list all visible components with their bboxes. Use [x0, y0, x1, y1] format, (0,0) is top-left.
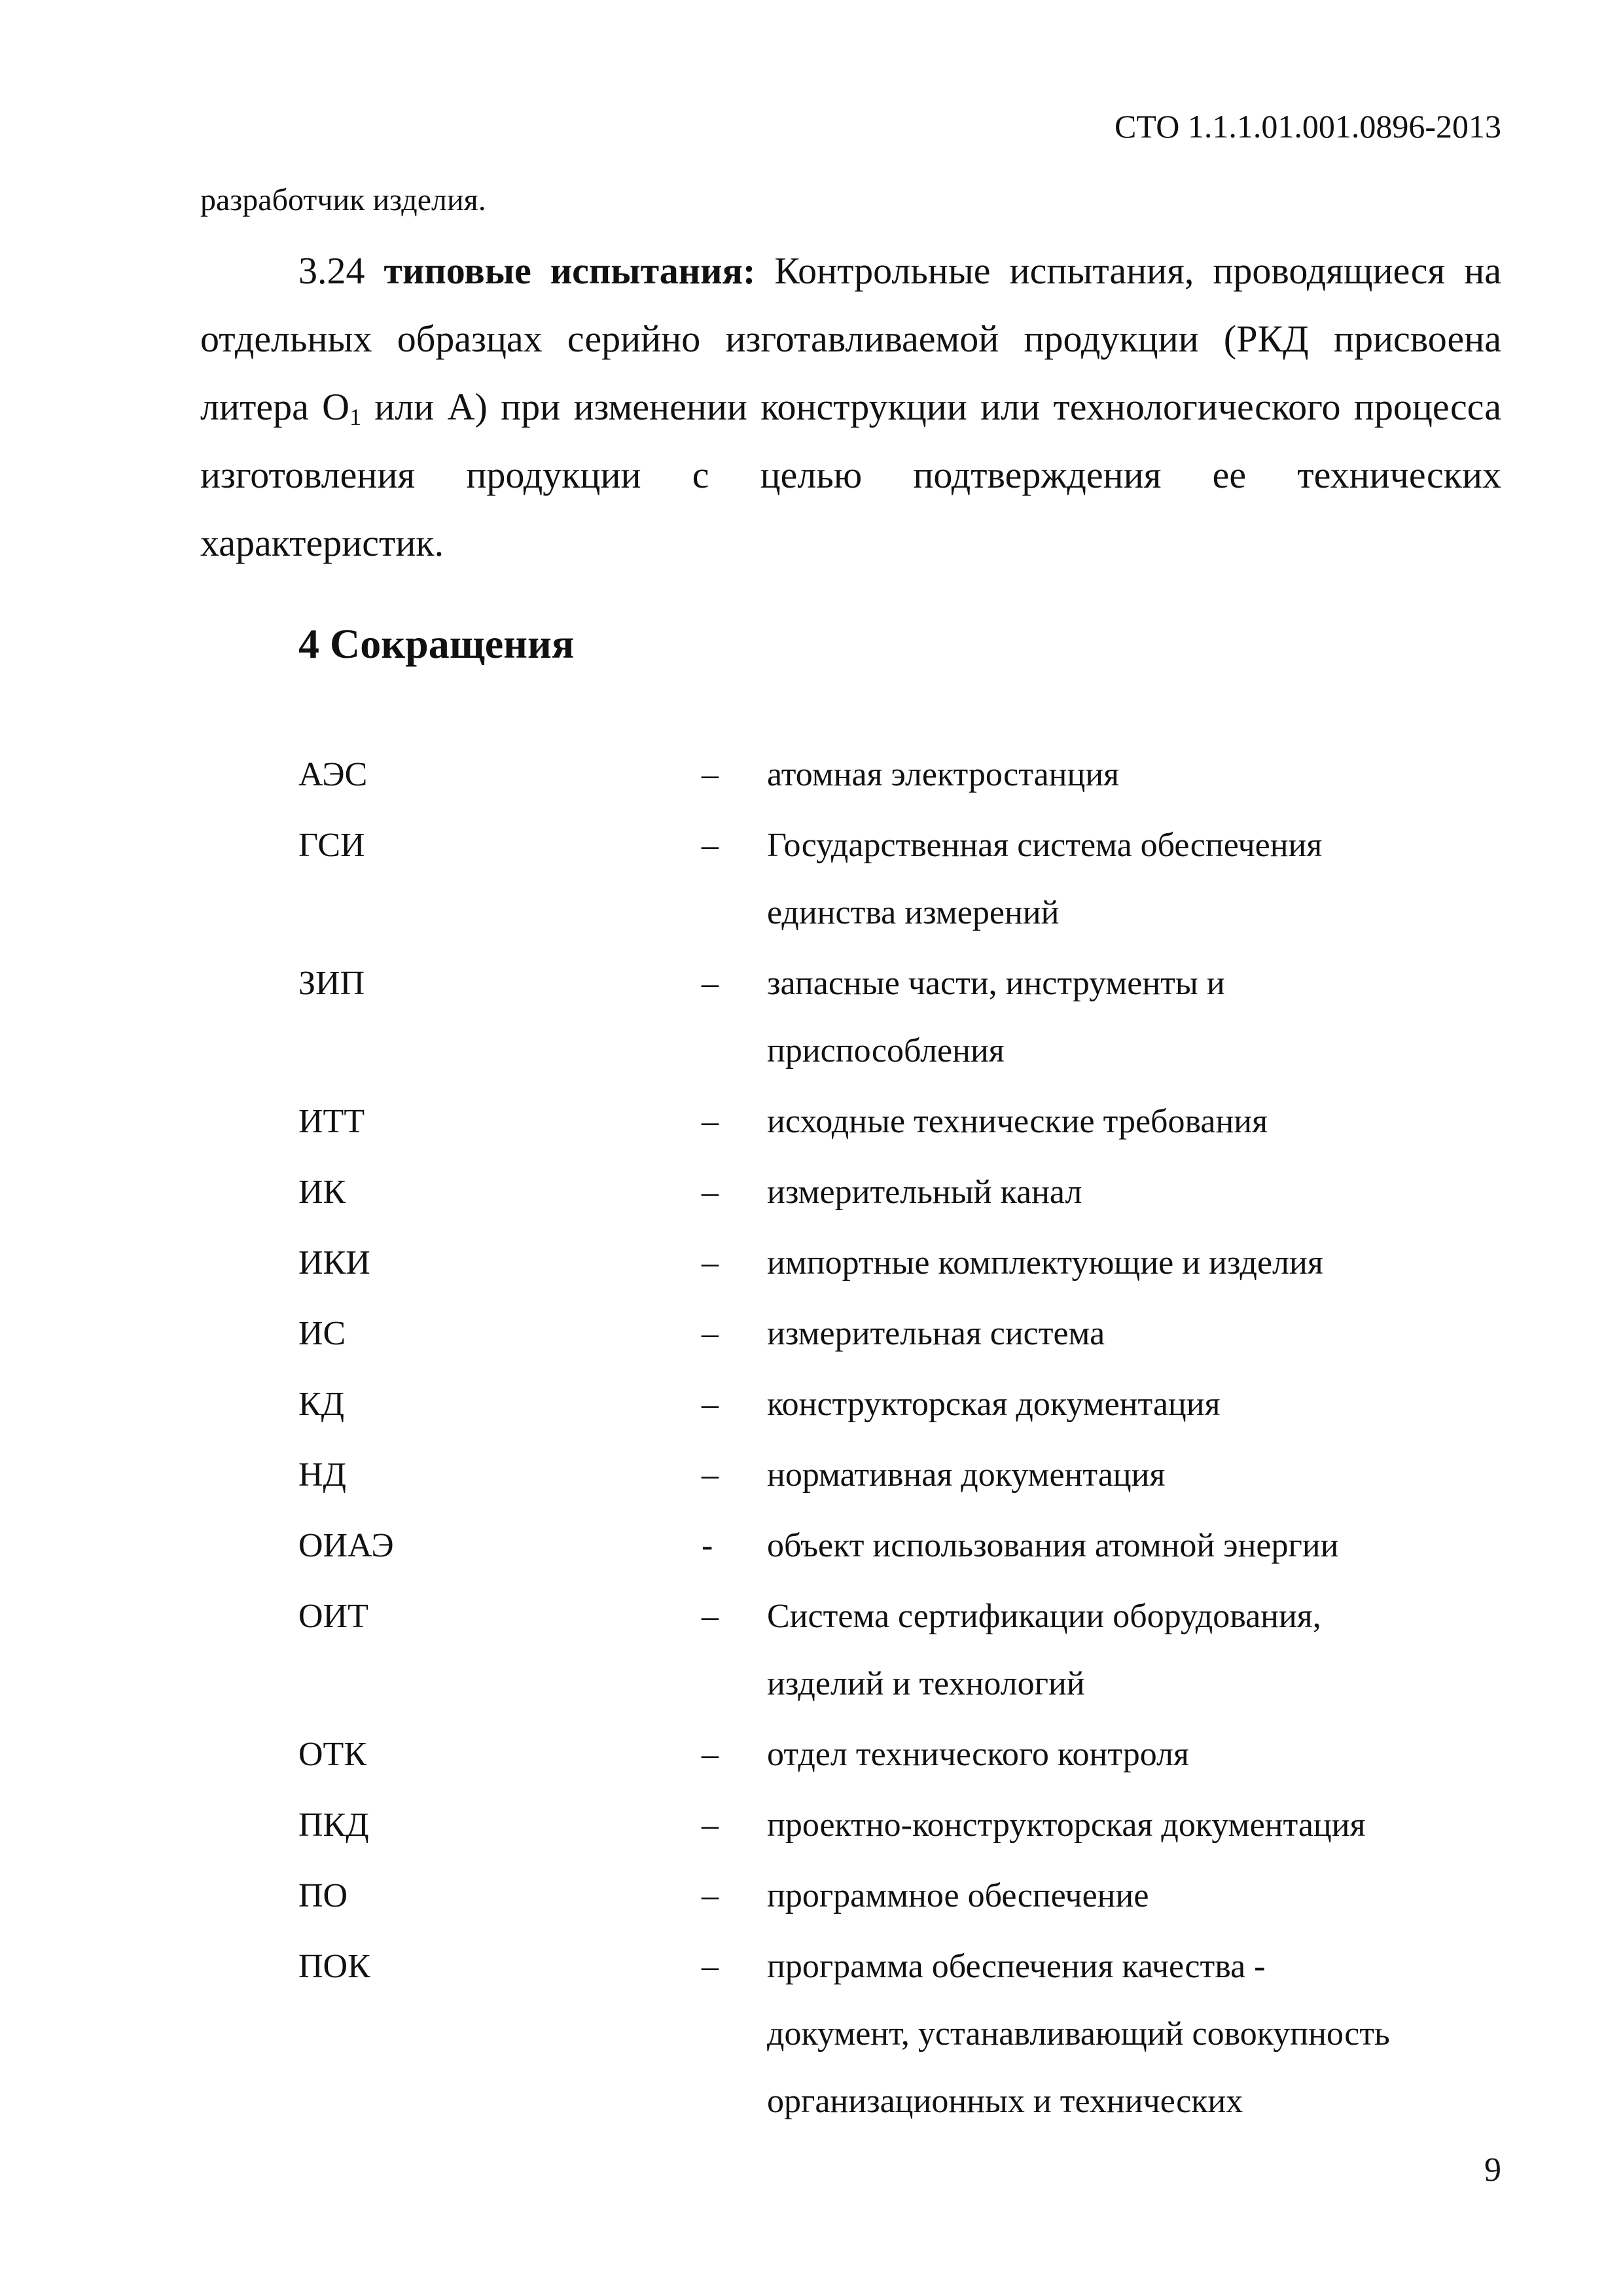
term-3-24-paragraph [200, 237, 1501, 577]
definition-line: Государственная система обеспечения [767, 827, 1323, 864]
abbreviation-dash: – [702, 1244, 719, 1282]
definition-line: объект использования атомной энергии [767, 1527, 1339, 1564]
page-number: 9 [1484, 2151, 1501, 2189]
document-code: СТО 1.1.1.01.001.0896-2013 [1115, 108, 1501, 145]
abbreviation-term: НД [298, 1456, 347, 1494]
abbreviation-dash: – [702, 1598, 719, 1635]
abbreviation-term: ИС [298, 1315, 346, 1352]
definition-line: изделий и технологий [767, 1665, 1085, 1702]
abbreviation-row [298, 1158, 1542, 1226]
abbreviation-dash: – [702, 1948, 719, 1985]
definition-line: атомная электростанция [767, 756, 1120, 793]
abbreviation-definition [767, 1721, 1542, 1788]
term-line-4: изготовления продукции с целью подтверждения ее технических [200, 454, 1501, 496]
definition-line: импортные комплектующие и изделия [767, 1244, 1323, 1282]
abbreviation-definition [767, 741, 1542, 808]
abbreviation-definition [767, 1862, 1542, 1929]
definition-line: единства измерений [767, 894, 1060, 931]
abbreviation-term: ПОК [298, 1948, 370, 1985]
term-line-1-rest: Контрольные испытания, проводящиеся на [774, 249, 1501, 292]
abbreviation-dash: - [702, 1527, 713, 1564]
abbreviation-term: ОИТ [298, 1598, 368, 1635]
abbreviation-row [298, 1721, 1542, 1788]
abbreviation-definition [767, 1300, 1542, 1367]
definition-line: нормативная документация [767, 1456, 1166, 1494]
abbreviation-definition [767, 1441, 1542, 1509]
abbreviation-definition [767, 1583, 1542, 1717]
term-number: 3.24 [298, 249, 365, 292]
definition-line: измерительный канал [767, 1174, 1082, 1211]
abbreviation-definition [767, 1371, 1542, 1438]
term-line-5: характеристик. [200, 522, 444, 564]
abbreviation-row [298, 1371, 1542, 1438]
definition-line: документ, устанавливающий совокупность [767, 2015, 1390, 2053]
abbreviation-dash: – [702, 827, 719, 864]
abbreviation-definition [767, 1933, 1542, 2135]
term-line-3 [200, 373, 1501, 441]
abbreviation-definition [767, 950, 1542, 1085]
abbreviation-dash: – [702, 1315, 719, 1352]
abbreviation-term: ИТТ [298, 1103, 365, 1140]
abbreviation-list [298, 741, 1542, 2138]
abbreviation-row [298, 950, 1542, 1085]
abbreviation-term: ИКИ [298, 1244, 370, 1282]
definition-line: Система сертификации оборудования, [767, 1598, 1321, 1635]
abbreviation-dash: – [702, 1386, 719, 1423]
term-line-2: отдельных образцах серийно изготавливаемой продукции (РКД присвоена [200, 317, 1501, 360]
abbreviation-definition [767, 1791, 1542, 1859]
abbreviation-dash: – [702, 1806, 719, 1844]
abbreviation-row [298, 1300, 1542, 1367]
term-line-3-start: литера О [200, 386, 349, 428]
abbreviation-row [298, 1933, 1542, 2135]
section-heading: 4 Сокращения [298, 620, 575, 667]
abbreviation-dash: – [702, 1736, 719, 1773]
definition-line: отдел технического контроля [767, 1736, 1189, 1773]
abbreviation-term: КД [298, 1386, 345, 1423]
abbreviation-dash: – [702, 1877, 719, 1914]
abbreviation-term: ОТК [298, 1736, 366, 1773]
term-line-3-subscript: 1 [349, 404, 361, 430]
abbreviation-term: ГСИ [298, 827, 365, 864]
definition-line: проектно-конструкторская документация [767, 1806, 1366, 1844]
definition-line: измерительная система [767, 1315, 1105, 1352]
term-title: типовые испытания: [383, 249, 756, 292]
definition-line: организационных и технических [767, 2083, 1243, 2120]
abbreviation-row [298, 1791, 1542, 1859]
abbreviation-definition [767, 812, 1542, 946]
abbreviation-term: ИК [298, 1174, 346, 1211]
term-line-1 [200, 237, 1501, 305]
abbreviation-dash: – [702, 1174, 719, 1211]
abbreviation-row [298, 1583, 1542, 1717]
abbreviation-dash: – [702, 756, 719, 793]
definition-line: приспособления [767, 1032, 1005, 1069]
definition-line: запасные части, инструменты и [767, 965, 1225, 1002]
term-line-3-end: или А) при изменении конструкции или технологического процесса [361, 386, 1501, 428]
abbreviation-definition [767, 1158, 1542, 1226]
abbreviation-row [298, 1441, 1542, 1509]
abbreviation-row [298, 741, 1542, 808]
abbreviation-row [298, 1088, 1542, 1155]
abbreviation-row [298, 1229, 1542, 1297]
abbreviation-row [298, 1512, 1542, 1579]
abbreviation-definition [767, 1512, 1542, 1579]
abbreviation-term: АЭС [298, 756, 368, 793]
abbreviation-dash: – [702, 1103, 719, 1140]
continuation-text: разработчик изделия. [200, 183, 486, 217]
abbreviation-dash: – [702, 965, 719, 1002]
definition-line: программа обеспечения качества - [767, 1948, 1266, 1985]
definition-line: программное обеспечение [767, 1877, 1149, 1914]
abbreviation-term: ПО [298, 1877, 348, 1914]
abbreviation-term: ОИАЭ [298, 1527, 394, 1564]
abbreviation-row [298, 812, 1542, 946]
definition-line: исходные технические требования [767, 1103, 1268, 1140]
abbreviation-dash: – [702, 1456, 719, 1494]
abbreviation-term: ПКД [298, 1806, 369, 1844]
abbreviation-term: ЗИП [298, 965, 365, 1002]
abbreviation-definition [767, 1229, 1542, 1297]
abbreviation-definition [767, 1088, 1542, 1155]
abbreviation-row [298, 1862, 1542, 1929]
definition-line: конструкторская документация [767, 1386, 1221, 1423]
